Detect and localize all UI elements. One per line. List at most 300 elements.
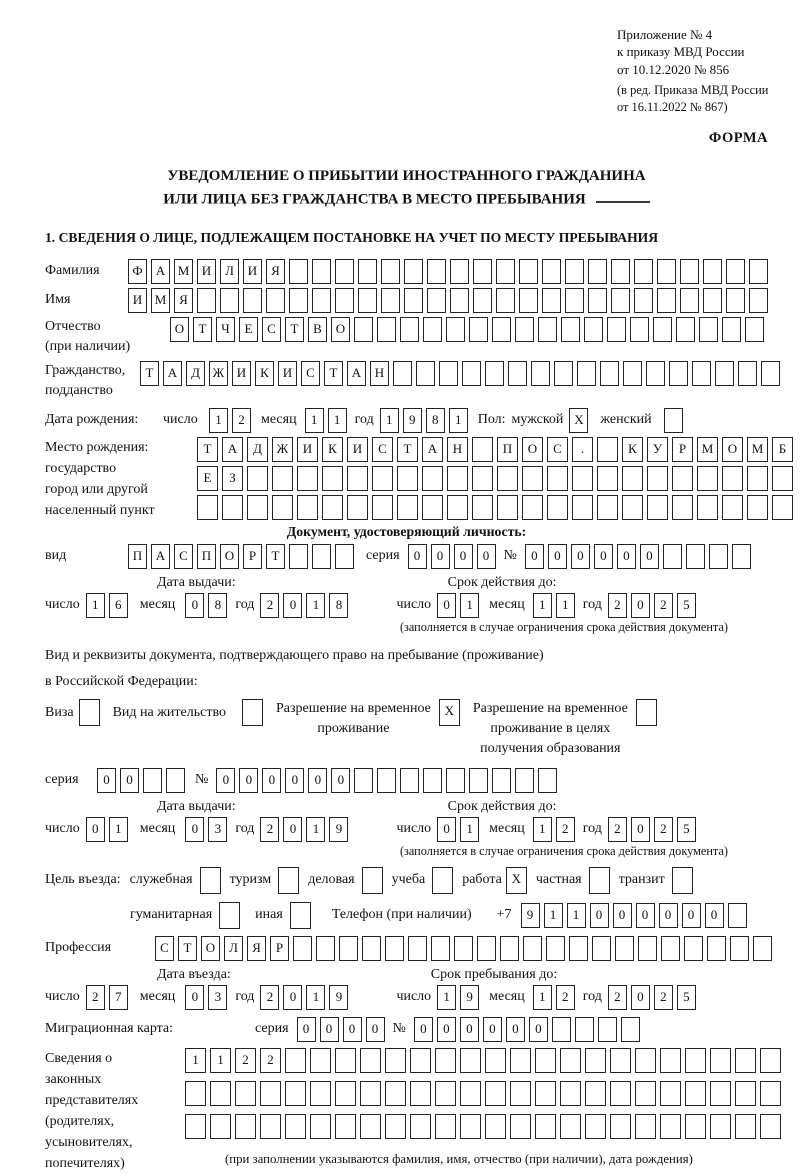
- char-cell[interactable]: [672, 495, 693, 520]
- char-cell[interactable]: [220, 288, 239, 313]
- char-cell[interactable]: 8: [208, 593, 227, 618]
- female-checkbox[interactable]: [664, 408, 683, 433]
- char-cell[interactable]: [404, 259, 423, 284]
- char-cell[interactable]: [235, 1081, 256, 1106]
- char-cell[interactable]: [635, 1114, 656, 1139]
- char-cell[interactable]: И: [232, 361, 251, 386]
- residence-valid-day-cells[interactable]: [437, 817, 479, 842]
- char-cell[interactable]: [397, 466, 418, 491]
- char-cell[interactable]: 0: [529, 1017, 548, 1042]
- char-cell[interactable]: Л: [220, 259, 239, 284]
- char-cell[interactable]: [646, 361, 665, 386]
- char-cell[interactable]: 0: [594, 544, 613, 569]
- char-cell[interactable]: [730, 936, 749, 961]
- char-cell[interactable]: 0: [705, 903, 724, 928]
- char-cell[interactable]: [760, 1081, 781, 1106]
- char-cell[interactable]: [585, 1114, 606, 1139]
- char-cell[interactable]: 0: [631, 985, 650, 1010]
- char-cell[interactable]: П: [197, 544, 216, 569]
- char-cell[interactable]: [385, 1081, 406, 1106]
- char-cell[interactable]: 1: [460, 593, 479, 618]
- char-cell[interactable]: Т: [324, 361, 343, 386]
- stay-day-cells[interactable]: [437, 985, 479, 1010]
- char-cell[interactable]: [621, 1017, 640, 1042]
- char-cell[interactable]: [597, 495, 618, 520]
- char-cell[interactable]: [588, 288, 607, 313]
- char-cell[interactable]: [423, 317, 442, 342]
- char-cell[interactable]: 1: [209, 408, 228, 433]
- char-cell[interactable]: [347, 495, 368, 520]
- doc-valid-month-cells[interactable]: [533, 593, 575, 618]
- char-cell[interactable]: [439, 361, 458, 386]
- char-cell[interactable]: 2: [654, 985, 673, 1010]
- char-cell[interactable]: 1: [305, 408, 324, 433]
- char-cell[interactable]: X: [506, 867, 527, 894]
- char-cell[interactable]: [575, 1017, 594, 1042]
- char-cell[interactable]: П: [497, 437, 518, 462]
- char-cell[interactable]: [360, 1048, 381, 1073]
- char-cell[interactable]: [400, 317, 419, 342]
- char-cell[interactable]: 5: [677, 985, 696, 1010]
- char-cell[interactable]: 2: [556, 817, 575, 842]
- char-cell[interactable]: [410, 1048, 431, 1073]
- char-cell[interactable]: [289, 259, 308, 284]
- char-cell[interactable]: Ч: [216, 317, 235, 342]
- char-cell[interactable]: [585, 1081, 606, 1106]
- char-cell[interactable]: [260, 1114, 281, 1139]
- char-cell[interactable]: [289, 288, 308, 313]
- char-cell[interactable]: [710, 1114, 731, 1139]
- char-cell[interactable]: Л: [224, 936, 243, 961]
- char-cell[interactable]: Т: [285, 317, 304, 342]
- char-cell[interactable]: [210, 1081, 231, 1106]
- char-cell[interactable]: [647, 466, 668, 491]
- char-cell[interactable]: И: [297, 437, 318, 462]
- char-cell[interactable]: 1: [533, 593, 552, 618]
- char-cell[interactable]: А: [422, 437, 443, 462]
- char-cell[interactable]: 1: [306, 985, 325, 1010]
- work-checkbox[interactable]: [506, 867, 527, 894]
- char-cell[interactable]: Т: [140, 361, 159, 386]
- char-cell[interactable]: [335, 259, 354, 284]
- char-cell[interactable]: [522, 495, 543, 520]
- residence-valid-year-cells[interactable]: [608, 817, 696, 842]
- char-cell[interactable]: М: [747, 437, 768, 462]
- char-cell[interactable]: [565, 259, 584, 284]
- char-cell[interactable]: [185, 1081, 206, 1106]
- doc-series-cells[interactable]: [408, 544, 496, 569]
- char-cell[interactable]: 0: [659, 903, 678, 928]
- char-cell[interactable]: [672, 466, 693, 491]
- char-cell[interactable]: [485, 1114, 506, 1139]
- char-cell[interactable]: [660, 1114, 681, 1139]
- char-cell[interactable]: 1: [306, 593, 325, 618]
- char-cell[interactable]: Я: [266, 259, 285, 284]
- char-cell[interactable]: [200, 867, 221, 894]
- char-cell[interactable]: [747, 495, 768, 520]
- char-cell[interactable]: 0: [320, 1017, 339, 1042]
- char-cell[interactable]: Т: [178, 936, 197, 961]
- char-cell[interactable]: М: [697, 437, 718, 462]
- char-cell[interactable]: 0: [437, 593, 456, 618]
- char-cell[interactable]: [703, 259, 722, 284]
- char-cell[interactable]: А: [222, 437, 243, 462]
- char-cell[interactable]: 0: [343, 1017, 362, 1042]
- visa-checkbox[interactable]: [79, 699, 100, 726]
- char-cell[interactable]: [663, 544, 682, 569]
- char-cell[interactable]: [735, 1081, 756, 1106]
- char-cell[interactable]: 2: [608, 593, 627, 618]
- char-cell[interactable]: [672, 867, 693, 894]
- migration-series-cells[interactable]: [297, 1017, 385, 1042]
- char-cell[interactable]: 0: [437, 817, 456, 842]
- char-cell[interactable]: [242, 699, 263, 726]
- char-cell[interactable]: [699, 317, 718, 342]
- char-cell[interactable]: [358, 259, 377, 284]
- char-cell[interactable]: [219, 902, 240, 929]
- char-cell[interactable]: [535, 1114, 556, 1139]
- char-cell[interactable]: [707, 936, 726, 961]
- char-cell[interactable]: [354, 317, 373, 342]
- char-cell[interactable]: Т: [266, 544, 285, 569]
- char-cell[interactable]: X: [439, 699, 460, 726]
- char-cell[interactable]: 2: [260, 593, 279, 618]
- char-cell[interactable]: А: [151, 259, 170, 284]
- char-cell[interactable]: [772, 495, 793, 520]
- birthplace-row3-cells[interactable]: [197, 495, 793, 520]
- char-cell[interactable]: [422, 495, 443, 520]
- char-cell[interactable]: О: [170, 317, 189, 342]
- residence-issue-year-cells[interactable]: [260, 817, 348, 842]
- char-cell[interactable]: [385, 1114, 406, 1139]
- char-cell[interactable]: О: [220, 544, 239, 569]
- char-cell[interactable]: [653, 317, 672, 342]
- char-cell[interactable]: [680, 259, 699, 284]
- char-cell[interactable]: [247, 495, 268, 520]
- char-cell[interactable]: [572, 466, 593, 491]
- char-cell[interactable]: 0: [631, 593, 650, 618]
- citizenship-cells[interactable]: [140, 361, 780, 386]
- char-cell[interactable]: [607, 317, 626, 342]
- entry-year-cells[interactable]: [260, 985, 348, 1010]
- char-cell[interactable]: В: [308, 317, 327, 342]
- char-cell[interactable]: [676, 317, 695, 342]
- char-cell[interactable]: С: [174, 544, 193, 569]
- char-cell[interactable]: [472, 437, 493, 462]
- char-cell[interactable]: [293, 936, 312, 961]
- char-cell[interactable]: [684, 936, 703, 961]
- char-cell[interactable]: 0: [120, 768, 139, 793]
- char-cell[interactable]: 0: [477, 544, 496, 569]
- char-cell[interactable]: Б: [772, 437, 793, 462]
- char-cell[interactable]: [450, 259, 469, 284]
- char-cell[interactable]: 1: [544, 903, 563, 928]
- char-cell[interactable]: [197, 288, 216, 313]
- char-cell[interactable]: [404, 288, 423, 313]
- char-cell[interactable]: 0: [185, 985, 204, 1010]
- surname-cells[interactable]: [128, 259, 768, 284]
- official-checkbox[interactable]: [200, 867, 221, 894]
- char-cell[interactable]: Ф: [128, 259, 147, 284]
- char-cell[interactable]: [535, 1048, 556, 1073]
- char-cell[interactable]: [552, 1017, 571, 1042]
- char-cell[interactable]: [335, 288, 354, 313]
- char-cell[interactable]: [664, 408, 683, 433]
- char-cell[interactable]: [316, 936, 335, 961]
- char-cell[interactable]: [722, 466, 743, 491]
- char-cell[interactable]: С: [301, 361, 320, 386]
- char-cell[interactable]: 1: [533, 817, 552, 842]
- char-cell[interactable]: [572, 495, 593, 520]
- char-cell[interactable]: 1: [437, 985, 456, 1010]
- residence-valid-month-cells[interactable]: [533, 817, 575, 842]
- char-cell[interactable]: [726, 288, 745, 313]
- char-cell[interactable]: [680, 288, 699, 313]
- patronymic-cells[interactable]: [170, 317, 764, 342]
- char-cell[interactable]: [523, 936, 542, 961]
- char-cell[interactable]: [611, 259, 630, 284]
- birth-year-cells[interactable]: [380, 408, 468, 433]
- char-cell[interactable]: [760, 1048, 781, 1073]
- char-cell[interactable]: [728, 903, 747, 928]
- char-cell[interactable]: [660, 1048, 681, 1073]
- humanitarian-checkbox[interactable]: [219, 902, 240, 929]
- char-cell[interactable]: [560, 1114, 581, 1139]
- temporary-residence-checkbox[interactable]: [439, 699, 460, 726]
- char-cell[interactable]: 9: [460, 985, 479, 1010]
- char-cell[interactable]: 2: [86, 985, 105, 1010]
- char-cell[interactable]: К: [255, 361, 274, 386]
- residence-number-cells[interactable]: [216, 768, 557, 793]
- char-cell[interactable]: [657, 259, 676, 284]
- char-cell[interactable]: [472, 495, 493, 520]
- male-checkbox[interactable]: [569, 408, 588, 433]
- char-cell[interactable]: Р: [243, 544, 262, 569]
- char-cell[interactable]: И: [197, 259, 216, 284]
- char-cell[interactable]: [747, 466, 768, 491]
- char-cell[interactable]: 1: [185, 1048, 206, 1073]
- stay-month-cells[interactable]: [533, 985, 575, 1010]
- char-cell[interactable]: [492, 317, 511, 342]
- char-cell[interactable]: [510, 1081, 531, 1106]
- char-cell[interactable]: [297, 495, 318, 520]
- char-cell[interactable]: X: [569, 408, 588, 433]
- char-cell[interactable]: 2: [232, 408, 251, 433]
- char-cell[interactable]: [610, 1048, 631, 1073]
- char-cell[interactable]: [657, 288, 676, 313]
- char-cell[interactable]: [354, 768, 373, 793]
- char-cell[interactable]: [372, 466, 393, 491]
- char-cell[interactable]: [243, 288, 262, 313]
- char-cell[interactable]: [310, 1048, 331, 1073]
- char-cell[interactable]: [312, 259, 331, 284]
- char-cell[interactable]: З: [222, 466, 243, 491]
- char-cell[interactable]: [610, 1114, 631, 1139]
- char-cell[interactable]: [703, 288, 722, 313]
- char-cell[interactable]: 3: [208, 817, 227, 842]
- char-cell[interactable]: [446, 768, 465, 793]
- char-cell[interactable]: Д: [247, 437, 268, 462]
- char-cell[interactable]: [500, 936, 519, 961]
- char-cell[interactable]: [554, 361, 573, 386]
- char-cell[interactable]: [454, 936, 473, 961]
- char-cell[interactable]: [347, 466, 368, 491]
- char-cell[interactable]: [285, 1114, 306, 1139]
- char-cell[interactable]: О: [522, 437, 543, 462]
- char-cell[interactable]: 8: [426, 408, 445, 433]
- char-cell[interactable]: [310, 1081, 331, 1106]
- study-checkbox[interactable]: [432, 867, 453, 894]
- char-cell[interactable]: Р: [672, 437, 693, 462]
- tourism-checkbox[interactable]: [278, 867, 299, 894]
- char-cell[interactable]: 0: [483, 1017, 502, 1042]
- char-cell[interactable]: [584, 317, 603, 342]
- char-cell[interactable]: [472, 466, 493, 491]
- char-cell[interactable]: .: [572, 437, 593, 462]
- char-cell[interactable]: Т: [193, 317, 212, 342]
- char-cell[interactable]: [661, 936, 680, 961]
- business-checkbox[interactable]: [362, 867, 383, 894]
- char-cell[interactable]: [660, 1081, 681, 1106]
- char-cell[interactable]: [497, 495, 518, 520]
- doc-issue-month-cells[interactable]: [185, 593, 227, 618]
- char-cell[interactable]: 0: [283, 985, 302, 1010]
- char-cell[interactable]: [531, 361, 550, 386]
- char-cell[interactable]: [385, 936, 404, 961]
- char-cell[interactable]: Н: [447, 437, 468, 462]
- char-cell[interactable]: [377, 317, 396, 342]
- char-cell[interactable]: 0: [506, 1017, 525, 1042]
- char-cell[interactable]: 0: [617, 544, 636, 569]
- char-cell[interactable]: О: [201, 936, 220, 961]
- char-cell[interactable]: [635, 1081, 656, 1106]
- char-cell[interactable]: [589, 867, 610, 894]
- doc-valid-day-cells[interactable]: [437, 593, 479, 618]
- char-cell[interactable]: [630, 317, 649, 342]
- char-cell[interactable]: [588, 259, 607, 284]
- char-cell[interactable]: [623, 361, 642, 386]
- char-cell[interactable]: [446, 317, 465, 342]
- char-cell[interactable]: 0: [640, 544, 659, 569]
- entry-day-cells[interactable]: [86, 985, 128, 1010]
- char-cell[interactable]: [185, 1114, 206, 1139]
- migration-number-cells[interactable]: [414, 1017, 640, 1042]
- char-cell[interactable]: [435, 1081, 456, 1106]
- char-cell[interactable]: 9: [521, 903, 540, 928]
- char-cell[interactable]: [622, 495, 643, 520]
- char-cell[interactable]: [339, 936, 358, 961]
- char-cell[interactable]: Т: [197, 437, 218, 462]
- char-cell[interactable]: С: [547, 437, 568, 462]
- char-cell[interactable]: [432, 867, 453, 894]
- char-cell[interactable]: [166, 768, 185, 793]
- char-cell[interactable]: 0: [216, 768, 235, 793]
- birth-month-cells[interactable]: [305, 408, 347, 433]
- char-cell[interactable]: 2: [260, 985, 279, 1010]
- char-cell[interactable]: [510, 1048, 531, 1073]
- char-cell[interactable]: [697, 495, 718, 520]
- doc-valid-year-cells[interactable]: [608, 593, 696, 618]
- char-cell[interactable]: 0: [454, 544, 473, 569]
- char-cell[interactable]: [715, 361, 734, 386]
- char-cell[interactable]: 0: [460, 1017, 479, 1042]
- char-cell[interactable]: [278, 867, 299, 894]
- char-cell[interactable]: [600, 361, 619, 386]
- char-cell[interactable]: [726, 259, 745, 284]
- char-cell[interactable]: [272, 466, 293, 491]
- char-cell[interactable]: 0: [631, 817, 650, 842]
- char-cell[interactable]: 1: [460, 817, 479, 842]
- char-cell[interactable]: [685, 1114, 706, 1139]
- char-cell[interactable]: [335, 544, 354, 569]
- char-cell[interactable]: [535, 1081, 556, 1106]
- entry-month-cells[interactable]: [185, 985, 227, 1010]
- char-cell[interactable]: [460, 1114, 481, 1139]
- char-cell[interactable]: 0: [366, 1017, 385, 1042]
- char-cell[interactable]: 1: [328, 408, 347, 433]
- char-cell[interactable]: 0: [239, 768, 258, 793]
- char-cell[interactable]: [485, 361, 504, 386]
- char-cell[interactable]: [358, 288, 377, 313]
- char-cell[interactable]: 0: [297, 1017, 316, 1042]
- char-cell[interactable]: 2: [608, 817, 627, 842]
- char-cell[interactable]: [635, 1048, 656, 1073]
- char-cell[interactable]: О: [722, 437, 743, 462]
- char-cell[interactable]: [485, 1048, 506, 1073]
- char-cell[interactable]: [547, 466, 568, 491]
- char-cell[interactable]: [469, 317, 488, 342]
- char-cell[interactable]: 2: [654, 817, 673, 842]
- char-cell[interactable]: [522, 466, 543, 491]
- char-cell[interactable]: [408, 936, 427, 961]
- char-cell[interactable]: 0: [571, 544, 590, 569]
- char-cell[interactable]: 0: [414, 1017, 433, 1042]
- char-cell[interactable]: [285, 1048, 306, 1073]
- char-cell[interactable]: [362, 867, 383, 894]
- char-cell[interactable]: [143, 768, 162, 793]
- char-cell[interactable]: 1: [449, 408, 468, 433]
- residence-issue-month-cells[interactable]: [185, 817, 227, 842]
- char-cell[interactable]: [335, 1081, 356, 1106]
- char-cell[interactable]: 9: [329, 985, 348, 1010]
- char-cell[interactable]: [247, 466, 268, 491]
- char-cell[interactable]: [410, 1114, 431, 1139]
- char-cell[interactable]: [772, 466, 793, 491]
- char-cell[interactable]: [598, 1017, 617, 1042]
- char-cell[interactable]: [410, 1081, 431, 1106]
- char-cell[interactable]: [397, 495, 418, 520]
- char-cell[interactable]: [508, 361, 527, 386]
- char-cell[interactable]: [560, 1081, 581, 1106]
- char-cell[interactable]: [761, 361, 780, 386]
- char-cell[interactable]: А: [163, 361, 182, 386]
- other-checkbox[interactable]: [290, 902, 311, 929]
- stay-year-cells[interactable]: [608, 985, 696, 1010]
- char-cell[interactable]: 1: [210, 1048, 231, 1073]
- char-cell[interactable]: [492, 768, 511, 793]
- char-cell[interactable]: [381, 259, 400, 284]
- char-cell[interactable]: [360, 1081, 381, 1106]
- char-cell[interactable]: [585, 1048, 606, 1073]
- char-cell[interactable]: [515, 768, 534, 793]
- char-cell[interactable]: [310, 1114, 331, 1139]
- char-cell[interactable]: 2: [556, 985, 575, 1010]
- char-cell[interactable]: [577, 361, 596, 386]
- char-cell[interactable]: [669, 361, 688, 386]
- char-cell[interactable]: 1: [109, 817, 128, 842]
- char-cell[interactable]: 0: [590, 903, 609, 928]
- char-cell[interactable]: [496, 288, 515, 313]
